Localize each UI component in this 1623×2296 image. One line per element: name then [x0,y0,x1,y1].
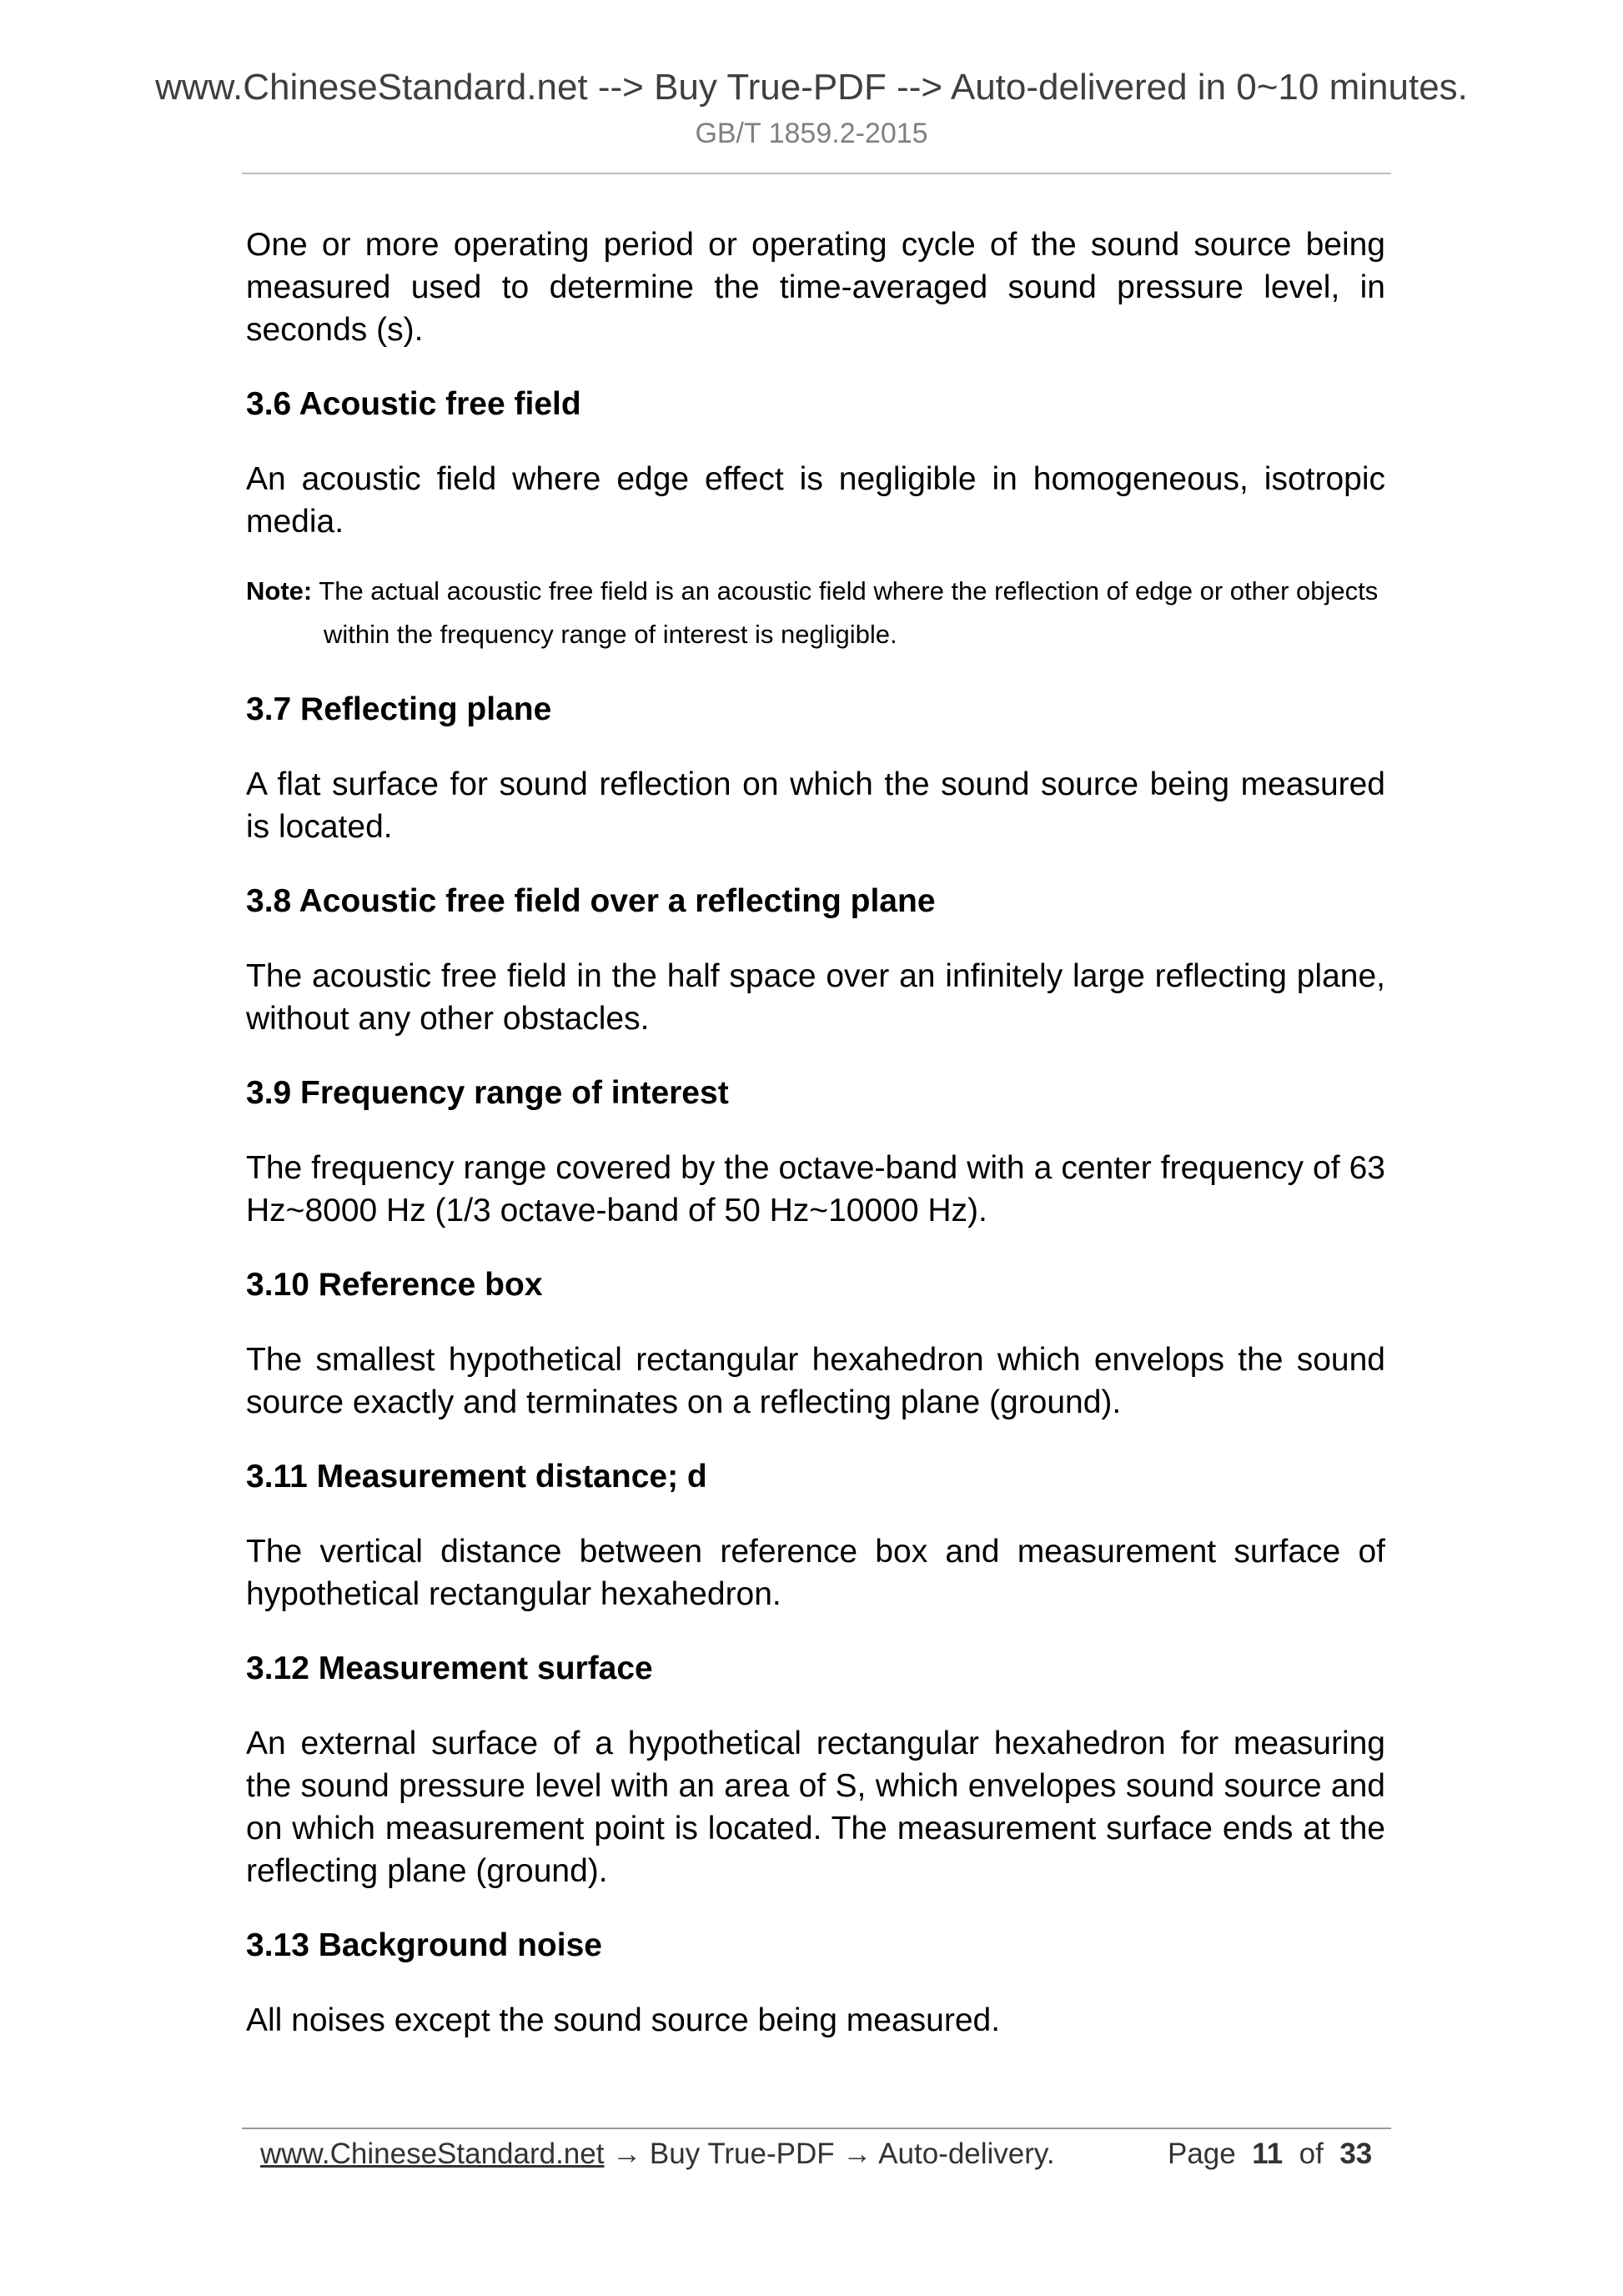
section-3-11-heading: 3.11 Measurement distance; d [246,1459,707,1495]
section-3-10-heading: 3.10 Reference box [246,1267,543,1303]
page-current: 11 [1252,2138,1284,2170]
footer-promo [260,2136,1055,2173]
page-label: Page [1168,2138,1236,2170]
page-of-label: of [1299,2138,1324,2170]
section-3-7-text: A flat surface for sound reflection on which the sound source being measured is located. [246,766,1385,845]
intro-paragraph: One or more operating period or operating cycle of the sound source being measured used to determine the time-averaged sound pressure level, in seconds (s). [246,227,1385,348]
header-banner: www.ChineseStandard.net --> Buy True-PDF --> Auto-delivered in 0~10 minutes. [155,67,1468,108]
note-label: Note: [246,576,313,605]
page-total: 33 [1339,2138,1373,2170]
page-number [1168,2136,1372,2173]
section-3-12-heading: 3.12 Measurement surface [246,1650,653,1686]
page-content [246,224,1385,2073]
header-divider [242,173,1391,174]
standard-number: GB/T 1859.2-2015 [695,118,928,149]
section-3-11-text: The vertical distance between reference box and measurement surface of hypothetical rectangular hexahedron. [246,1534,1385,1612]
footer-promo-text: → Buy True-PDF → Auto-delivery. [604,2138,1055,2170]
section-3-8-text: The acoustic free field in the half space over an infinitely large reflecting plane, without any other obstacles. [246,958,1385,1037]
section-3-10-text: The smallest hypothetical rectangular hexahedron which envelops the sound source exactly and terminates on a reflecting plane (ground). [246,1342,1385,1420]
section-3-6-text: An acoustic field where edge effect is negligible in homogeneous, isotropic media. [246,461,1385,540]
section-3-9-heading: 3.9 Frequency range of interest [246,1075,729,1111]
section-3-8-heading: 3.8 Acoustic free field over a reflecting plane [246,883,936,919]
footer-link[interactable]: www.ChineseStandard.net [260,2138,605,2170]
section-3-13-heading: 3.13 Background noise [246,1927,602,1963]
section-3-6-note [246,570,1385,656]
section-3-9-text: The frequency range covered by the octave-band with a center frequency of 63 Hz~8000 Hz (1/3 octave-band of 50 Hz~10000 Hz). [246,1150,1385,1228]
section-3-7-heading: 3.7 Reflecting plane [246,691,552,727]
section-3-6-heading: 3.6 Acoustic free field [246,386,581,422]
footer-divider [242,2128,1391,2129]
note-text: The actual acoustic free field is an acoustic field where the reflection of edge or other objects within the frequency range of interest is negligible. [319,576,1379,649]
section-3-13-text: All noises except the sound source being measured. [246,2002,1001,2038]
section-3-12-text: An external surface of a hypothetical rectangular hexahedron for measuring the sound pressure level with an area of S, which envelopes sound source and on which measurement point is located. The measurement surface ends at the reflecting plane (ground). [246,1726,1385,1889]
